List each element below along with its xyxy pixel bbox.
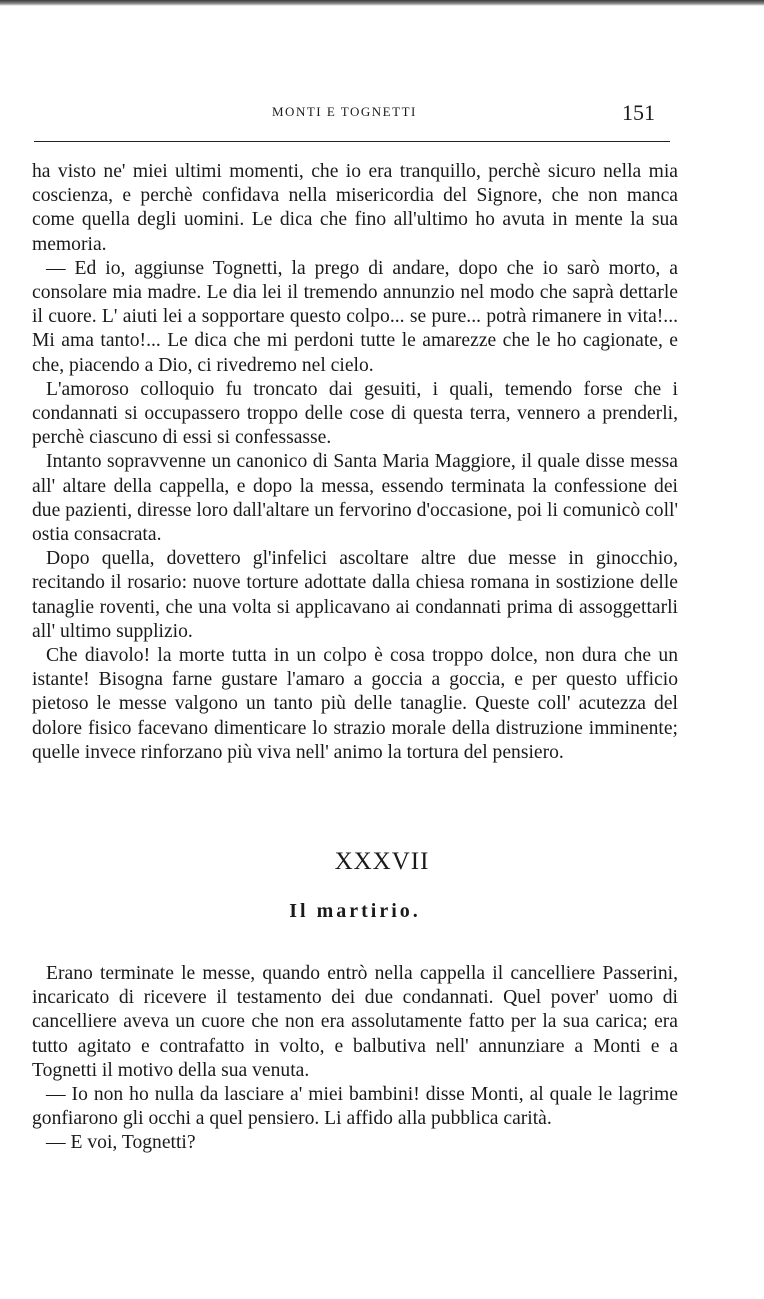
- running-head: [0, 100, 764, 130]
- paragraph: L'amoroso colloquio fu troncato dai gesuiti, i quali, temendo forse che i condannati si occupassero troppo delle cose di questa terra, vennero a prenderli, perchè ciascuno di essi si confessasse.: [32, 378, 678, 449]
- chapter-text: [32, 962, 678, 1156]
- chapter-title: Il martirio.: [289, 900, 421, 922]
- paragraph: — Io non ho nulla da lasciare a' miei bambini! disse Monti, al quale le lagrime gonfiarono gli occhi a quel pensiero. Li affido alla pubblica carità.: [32, 1084, 678, 1130]
- paragraph: Erano terminate le messe, quando entrò nella cappella il cancelliere Passerini, incaricato di ricevere il testamento dei due condannati. Quel pover' uomo di cancelliere aveva un cuore che non era assolutamente fatto per la sua carica; era tutto agitato e contrafatto in volto, e balbutiva nell' annunziare a Monti e a Tognetti il motivo della sua venuta.: [32, 963, 678, 1081]
- header-rule: [34, 141, 670, 142]
- paragraph: Dopo quella, dovettero gl'infelici ascoltare altre due messe in ginocchio, recitando il rosario: nuove torture adottate dalla chiesa romana in sostizione delle tanaglie roventi, che una volta si applicavano ai condannati prima di assoggettarli all' ultimo supplizio.: [32, 548, 678, 642]
- paragraph-continued: ha visto ne' miei ultimi momenti, che io era tranquillo, perchè sicuro nella mia coscienza, e perchè confidava nella misericordia del Signore, che non manca come quella degli uomini. Le dica che fino all'ultimo ho avuta in mente la sua memoria.: [32, 161, 678, 255]
- paragraph: — E voi, Tognetti?: [46, 1132, 196, 1154]
- page-number: 151: [622, 100, 655, 125]
- paragraph: — Ed io, aggiunse Tognetti, la prego di andare, dopo che io sarò morto, a consolare mia madre. Le dia lei il tremendo annunzio nel modo che saprà dettarle il cuore. L' aiuti lei a sopportare questo colpo... se pure... potrà rimanere in vita!... Mi ama tanto!... Le dica che mi perdoni tutte le amarezze che le ho cagionate, e che, piacendo a Dio, ci rivedremo nel cielo.: [32, 257, 678, 376]
- running-title: MONTI E TOGNETTI: [272, 104, 417, 119]
- paragraph: Intanto sopravvenne un canonico di Santa Maria Maggiore, il quale disse messa all' altare della cappella, e dopo la messa, essendo terminata la confessione dei due pazienti, diresse loro dall'altare un fervorino d'occasione, poi li comunicò coll' ostia consacrata.: [32, 451, 678, 546]
- chapter-number: XXXVII: [334, 848, 430, 875]
- paragraph: Che diavolo! la morte tutta in un colpo è cosa troppo dolce, non dura che un istante! Bisogna farne gustare l'amaro a goccia a goccia, e per questo ufficio pietoso le messe valgono un tanto più delle tanaglie. Queste coll' acutezza del dolore fisico facevano dimenticare lo strazio morale della distruzione imminente; quelle invece rinforzano più viva nell' animo la tortura del pensiero.: [32, 645, 678, 763]
- scan-top-edge: [0, 0, 764, 6]
- body-text: [32, 160, 678, 765]
